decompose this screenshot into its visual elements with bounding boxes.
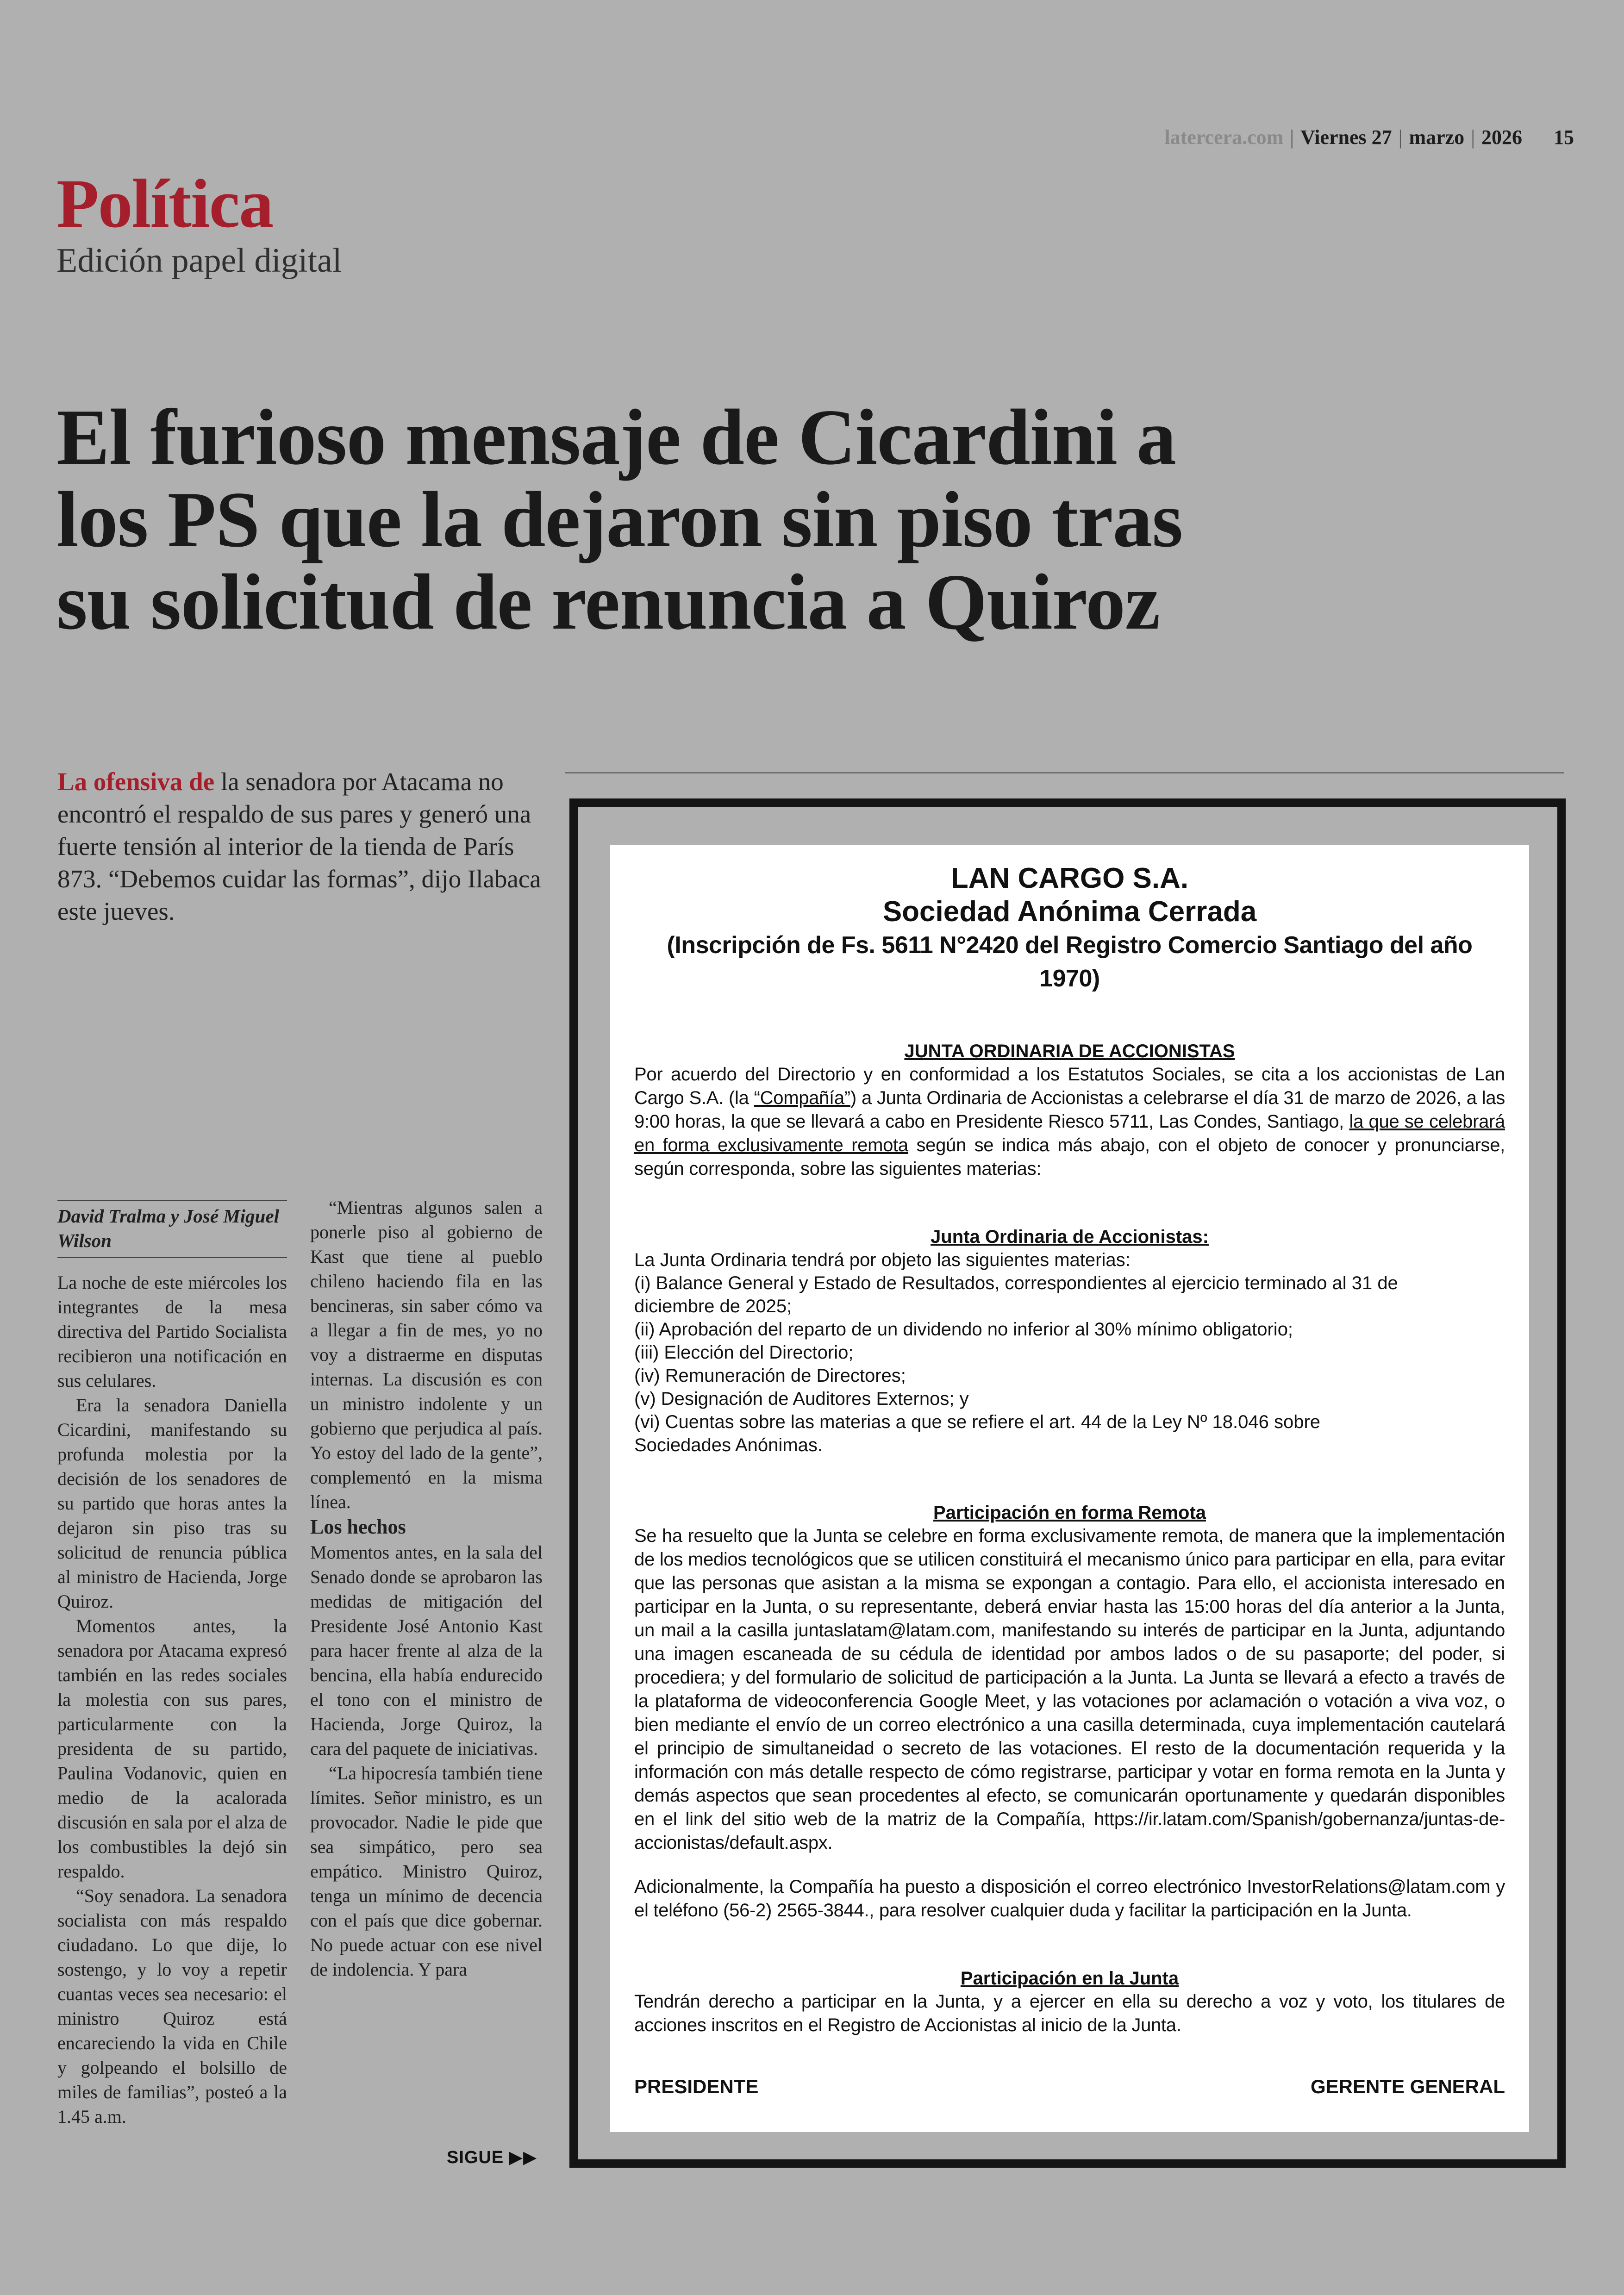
notice-participation-text: Tendrán derecho a participar en la Junta, y a ejercer en ella su derecho a voz y voto, los titulares de acciones inscritos en el Registro de Accionistas al inicio de la Junta. (634, 1991, 1505, 2035)
page-number: 15 (1554, 125, 1574, 149)
article-paragraph: Momentos antes, en la sala del Senado donde se aprobaron las medidas de mitigación del Presidente José Antonio Kast para hacer frente al alza de la bencina, ella había endurecido el tono con el ministro de Hacienda, Jorge Quiroz, la cara del paquete de iniciativas. (310, 1542, 543, 1759)
folio-year: 2026 (1481, 125, 1522, 149)
signature-general-manager: GERENTE GENERAL (1310, 2076, 1505, 2097)
article-paragraph: “Soy senadora. La senadora socialista con más respaldo ciudadano. Lo que dije, lo sostengo, y lo voy a repetir cuantas veces sea necesario: el ministro Quiroz está encareciendo la vida en Chile y golpeando el bolsillo de miles de familias”, posteó a la 1.45 a.m. (57, 1885, 287, 2127)
agenda-item: (ii) Aprobación del reparto de un dividendo no inferior al 30% mínimo obligatorio; (634, 1319, 1293, 1340)
notice-intro-part: ) a Junta Ordinaria de Accionistas a celebrarse el día 31 de marzo de 2026, a las 9:00 horas, la que se llevará a cabo en Presidente Riesco 5711, Las Condes, Santiago, (634, 1088, 1505, 1132)
agenda-item: (iii) Elección del Directorio; (634, 1342, 854, 1363)
notice-remote-text: Se ha resuelto que la Junta se celebre en forma exclusivamente remota, de manera que la implementación de los medios tecnológicos que se utilicen constituirá el mecanismo único para participar en ella, para evitar que las personas que asistan a la misma se expongan a contagio. Para ello, el accionista interesado en participar en la Junta, o su representante, deberá enviar hasta las 15:00 horas del día anterior a la Junta, un mail a la casilla juntaslatam@latam.com, manifestando su interés de participar en la Junta, adjuntando una imagen escaneada de su cédula de identidad por ambos lados o de su pasaporte; del poder, si procediera; y del formulario de solicitud de participación a la Junta. La Junta se llevará a efecto a través de la plataforma de videoconferencia Google Meet, y las votaciones por aclamación o votación a viva voz, o bien mediante el envío de un correo electrónico a una casilla determinada, cuya implementación cautelará el principio de simultaneidad o secreto de las votaciones. El resto de la documentación requerida y la información con más detalle respecto de cómo registrarse, participar y votar en forma remota en la Junta y demás aspectos que sean procedentes al efecto, se comunicarán oportunamente y quedarán disponibles en el link del sitio web de la matriz de la Compañía, https://ir.latam.com/Spanish/gobernanza/juntas-de-accionistas/default.aspx. (634, 1526, 1505, 1853)
notice-participation-heading: Participación en la Junta (960, 1968, 1179, 1989)
notice-intro-part: Por acuerdo del Directorio y en conformidad a los Estatutos Sociales, se cita a los accionistas de Lan Cargo S.A. (la (634, 1064, 1505, 1108)
section-title: Política (56, 165, 273, 242)
folio-separator: | (1398, 125, 1403, 149)
notice-remote-ref: la que se celebrará en forma exclusivamente remota (634, 1111, 1505, 1155)
folio-separator: | (1471, 125, 1475, 149)
agenda-intro: La Junta Ordinaria tendrá por objeto las siguientes materias: (634, 1250, 1131, 1270)
notice-contact-text: Adicionalmente, la Compañía ha puesto a disposición el correo electrónico InvestorRelations@latam.com y el teléfono (56-2) 2565-3844., para resolver cualquier duda y facilitar la participación en la Junta. (634, 1877, 1505, 1921)
notice-company-type: Sociedad Anónima Cerrada (882, 896, 1257, 928)
folio-line (1130, 124, 1574, 150)
notice-intro-part: según se indica más abajo, con el objeto de conocer y pronunciarse, según corresponda, sobre las siguientes materias: (634, 1135, 1505, 1179)
notice-agenda-heading: Junta Ordinaria de Accionistas: (931, 1227, 1209, 1247)
notice-intro (634, 1063, 1505, 1181)
article-paragraph: Era la senadora Daniella Cicardini, manifestando su profunda molestia por la decisión de los senadores de su partido que horas antes la dejaron sin piso tras su solicitud de renuncia pública al ministro de Hacienda, Jorge Quiroz. (57, 1395, 287, 1612)
notice-agenda (634, 1248, 1505, 1457)
agenda-item: (v) Designación de Auditores Externos; y (634, 1389, 969, 1409)
site-name: latercera.com (1164, 125, 1284, 149)
signature-president: PRESIDENTE (634, 2076, 759, 2097)
shareholder-meeting-notice (610, 845, 1529, 2132)
notice-remote-heading: Participación en forma Remota (933, 1503, 1206, 1523)
notice-signatures (634, 2076, 1505, 2098)
edition-label: Edición papel digital (56, 242, 342, 280)
article-subhead: Los hechos (310, 1515, 406, 1538)
notice-registration: (Inscripción de Fs. 5611 N°2420 del Registro Comercio Santiago del año 1970) (667, 932, 1473, 992)
deck-lead: La ofensiva de (57, 767, 215, 796)
agenda-item: (iv) Remuneración de Directores; (634, 1366, 906, 1386)
deck-text: la senadora por Atacama no encontró el respaldo de sus pares y generó una fuerte tensión al interior de la tienda de París 873. “Debemos cuidar las formas”, dijo Ilabaca este jueves. (57, 767, 541, 925)
agenda-item: (i) Balance General y Estado de Resultados, correspondientes al ejercicio terminado al 31 de diciembre de 2025; (634, 1273, 1398, 1316)
article-paragraph: “Mientras algunos salen a ponerle piso al gobierno de Kast que tiene al pueblo chileno haciendo fila en las bencineras, sin saber cómo va a llegar a fin de mes, yo no voy a distraerme en disputas internas. La discusión es con un ministro indolente y un gobierno que perjudica al país. Yo estoy del lado de la gente”, complementó en la misma línea. (310, 1197, 543, 1512)
divider-rule (565, 772, 1564, 773)
folio-separator: | (1290, 125, 1294, 149)
agenda-item: (vi) Cuentas sobre las materias a que se refiere el art. 44 de la Ley Nº 18.046 sobre Sociedades Anónimas. (634, 1412, 1321, 1455)
article-headline: El furioso mensaje de Cicardini a los PS que la dejaron sin piso tras su solicitud de renuncia a Quiroz (56, 393, 1183, 646)
notice-company: LAN CARGO S.A. (950, 862, 1189, 894)
article-column-1 (57, 1200, 287, 2129)
notice-meeting-heading: JUNTA ORDINARIA DE ACCIONISTAS (904, 1041, 1235, 1061)
folio-weekday: Viernes 27 (1300, 125, 1392, 149)
article-paragraph: Momentos antes, la senadora por Atacama expresó también en las redes sociales la molestia con sus pares, particularmente con la presidenta de su partido, Paulina Vodanovic, quien en medio de la acalorada discusión en sala por el alza de los combustibles la dejó sin respaldo. (57, 1615, 287, 1882)
folio-month: marzo (1409, 125, 1465, 149)
article-paragraph: “La hipocresía también tiene límites. Señor ministro, es un provocador. Nadie le pide que sea simpático, pero sea empático. Ministro Quiroz, tenga un mínimo de decencia con el país que dice gobernar. No puede actuar con ese nivel de indolencia. Y para (310, 1763, 543, 1980)
article-paragraph: La noche de este miércoles los integrantes de la mesa directiva del Partido Socialista recibieron una notificación en sus celulares. (57, 1272, 287, 1391)
article-column-2 (310, 1195, 543, 1982)
byline: David Tralma y José Miguel Wilson (57, 1200, 287, 1258)
continue-marker: SIGUE ▶▶ (447, 2148, 537, 2167)
article-deck (57, 766, 557, 928)
notice-company-ref: “Compañía” (754, 1088, 850, 1108)
